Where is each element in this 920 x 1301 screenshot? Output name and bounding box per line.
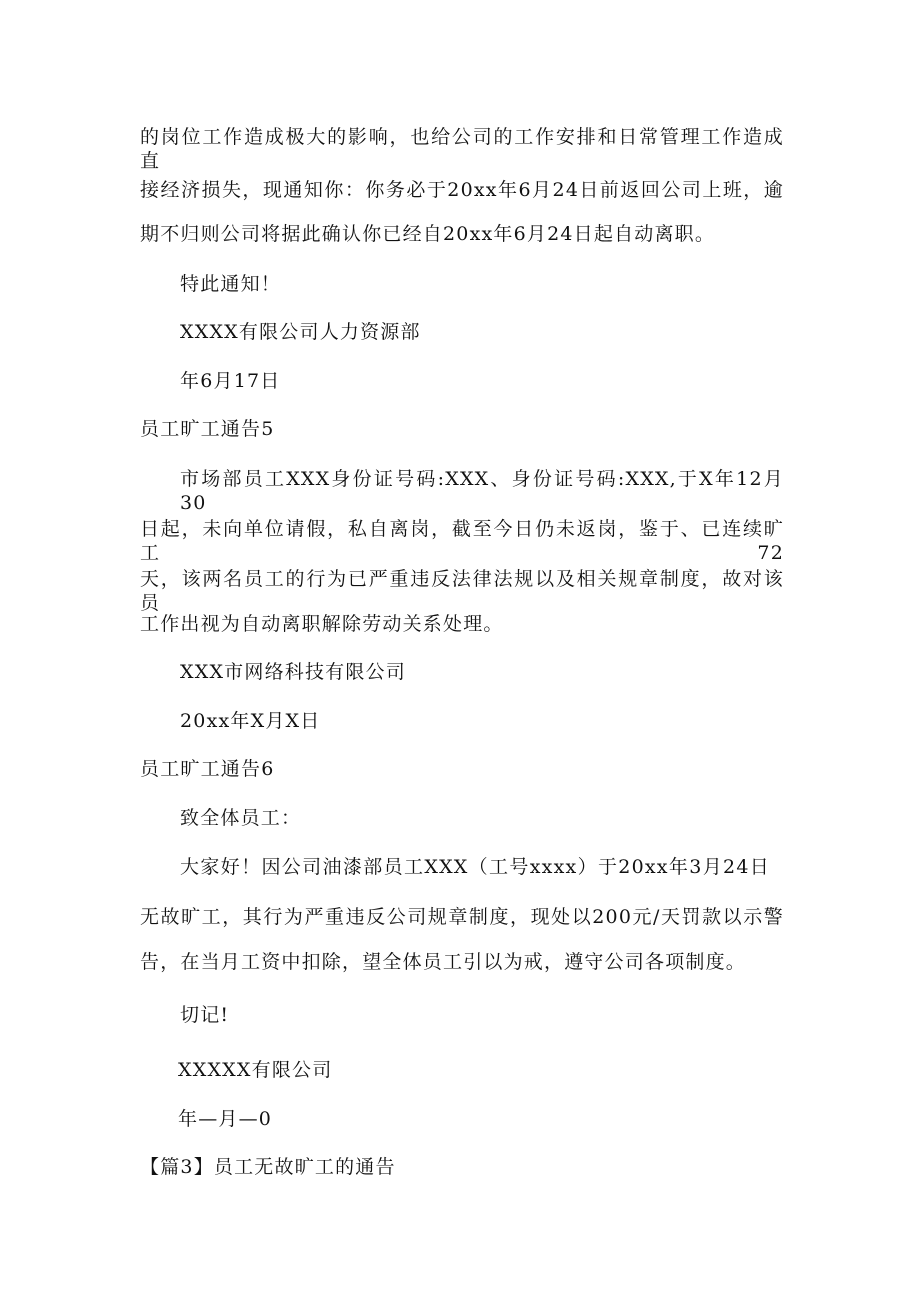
signature-org: XXX市网络科技有限公司 [180,661,406,683]
signature-date: 年—月—0 [178,1108,273,1130]
paragraph-line: 告，在当月工资中扣除，望全体员工引以为戒，遵守公司各项制度。 [140,951,747,973]
section-heading: 员工旷工通告5 [140,418,275,440]
signature-org: XXXX有限公司人力资源部 [180,321,421,343]
paragraph-line: 大家好！因公司油漆部员工XXX（工号xxxx）于20xx年3月24日 [180,856,770,878]
paragraph-line: 期不归则公司将据此确认你已经自20xx年6月24日起自动离职。 [140,223,716,245]
paragraph-line: 工作出视为自动离职解除劳动关系处理。 [140,613,504,635]
paragraph-line: 接经济损失，现通知你：你务必于20xx年6月24日前返回公司上班，逾 [140,179,784,201]
signature-date: 年6月17日 [180,370,281,392]
closing-line: 切记! [180,1004,230,1026]
paragraph-line: 天，该两名员工的行为已严重违反法律法规以及相关规章制度，故对该员 [140,568,784,614]
salutation: 致全体员工： [180,807,302,829]
section-heading: 员工旷工通告6 [140,758,275,780]
paragraph-line: 市场部员工XXX身份证号码:XXX、身份证号码:XXX,于X年12月30 [180,468,784,514]
paragraph-line: 无故旷工，其行为严重违反公司规章制度，现处以200元/天罚款以示警 [140,906,784,928]
paragraph-line: 的岗位工作造成极大的影响，也给公司的工作安排和日常管理工作造成直 [140,126,784,172]
signature-date: 20xx年X月X日 [180,710,321,732]
paragraph-line: 日起，未向单位请假，私自离岗，截至今日仍未返岗，鉴于、已连续旷工72 [140,518,784,564]
signature-org: XXXXX有限公司 [178,1059,333,1081]
closing-line: 特此通知！ [180,273,282,295]
chapter-heading: 【篇3】员工无故旷工的通告 [140,1156,396,1178]
